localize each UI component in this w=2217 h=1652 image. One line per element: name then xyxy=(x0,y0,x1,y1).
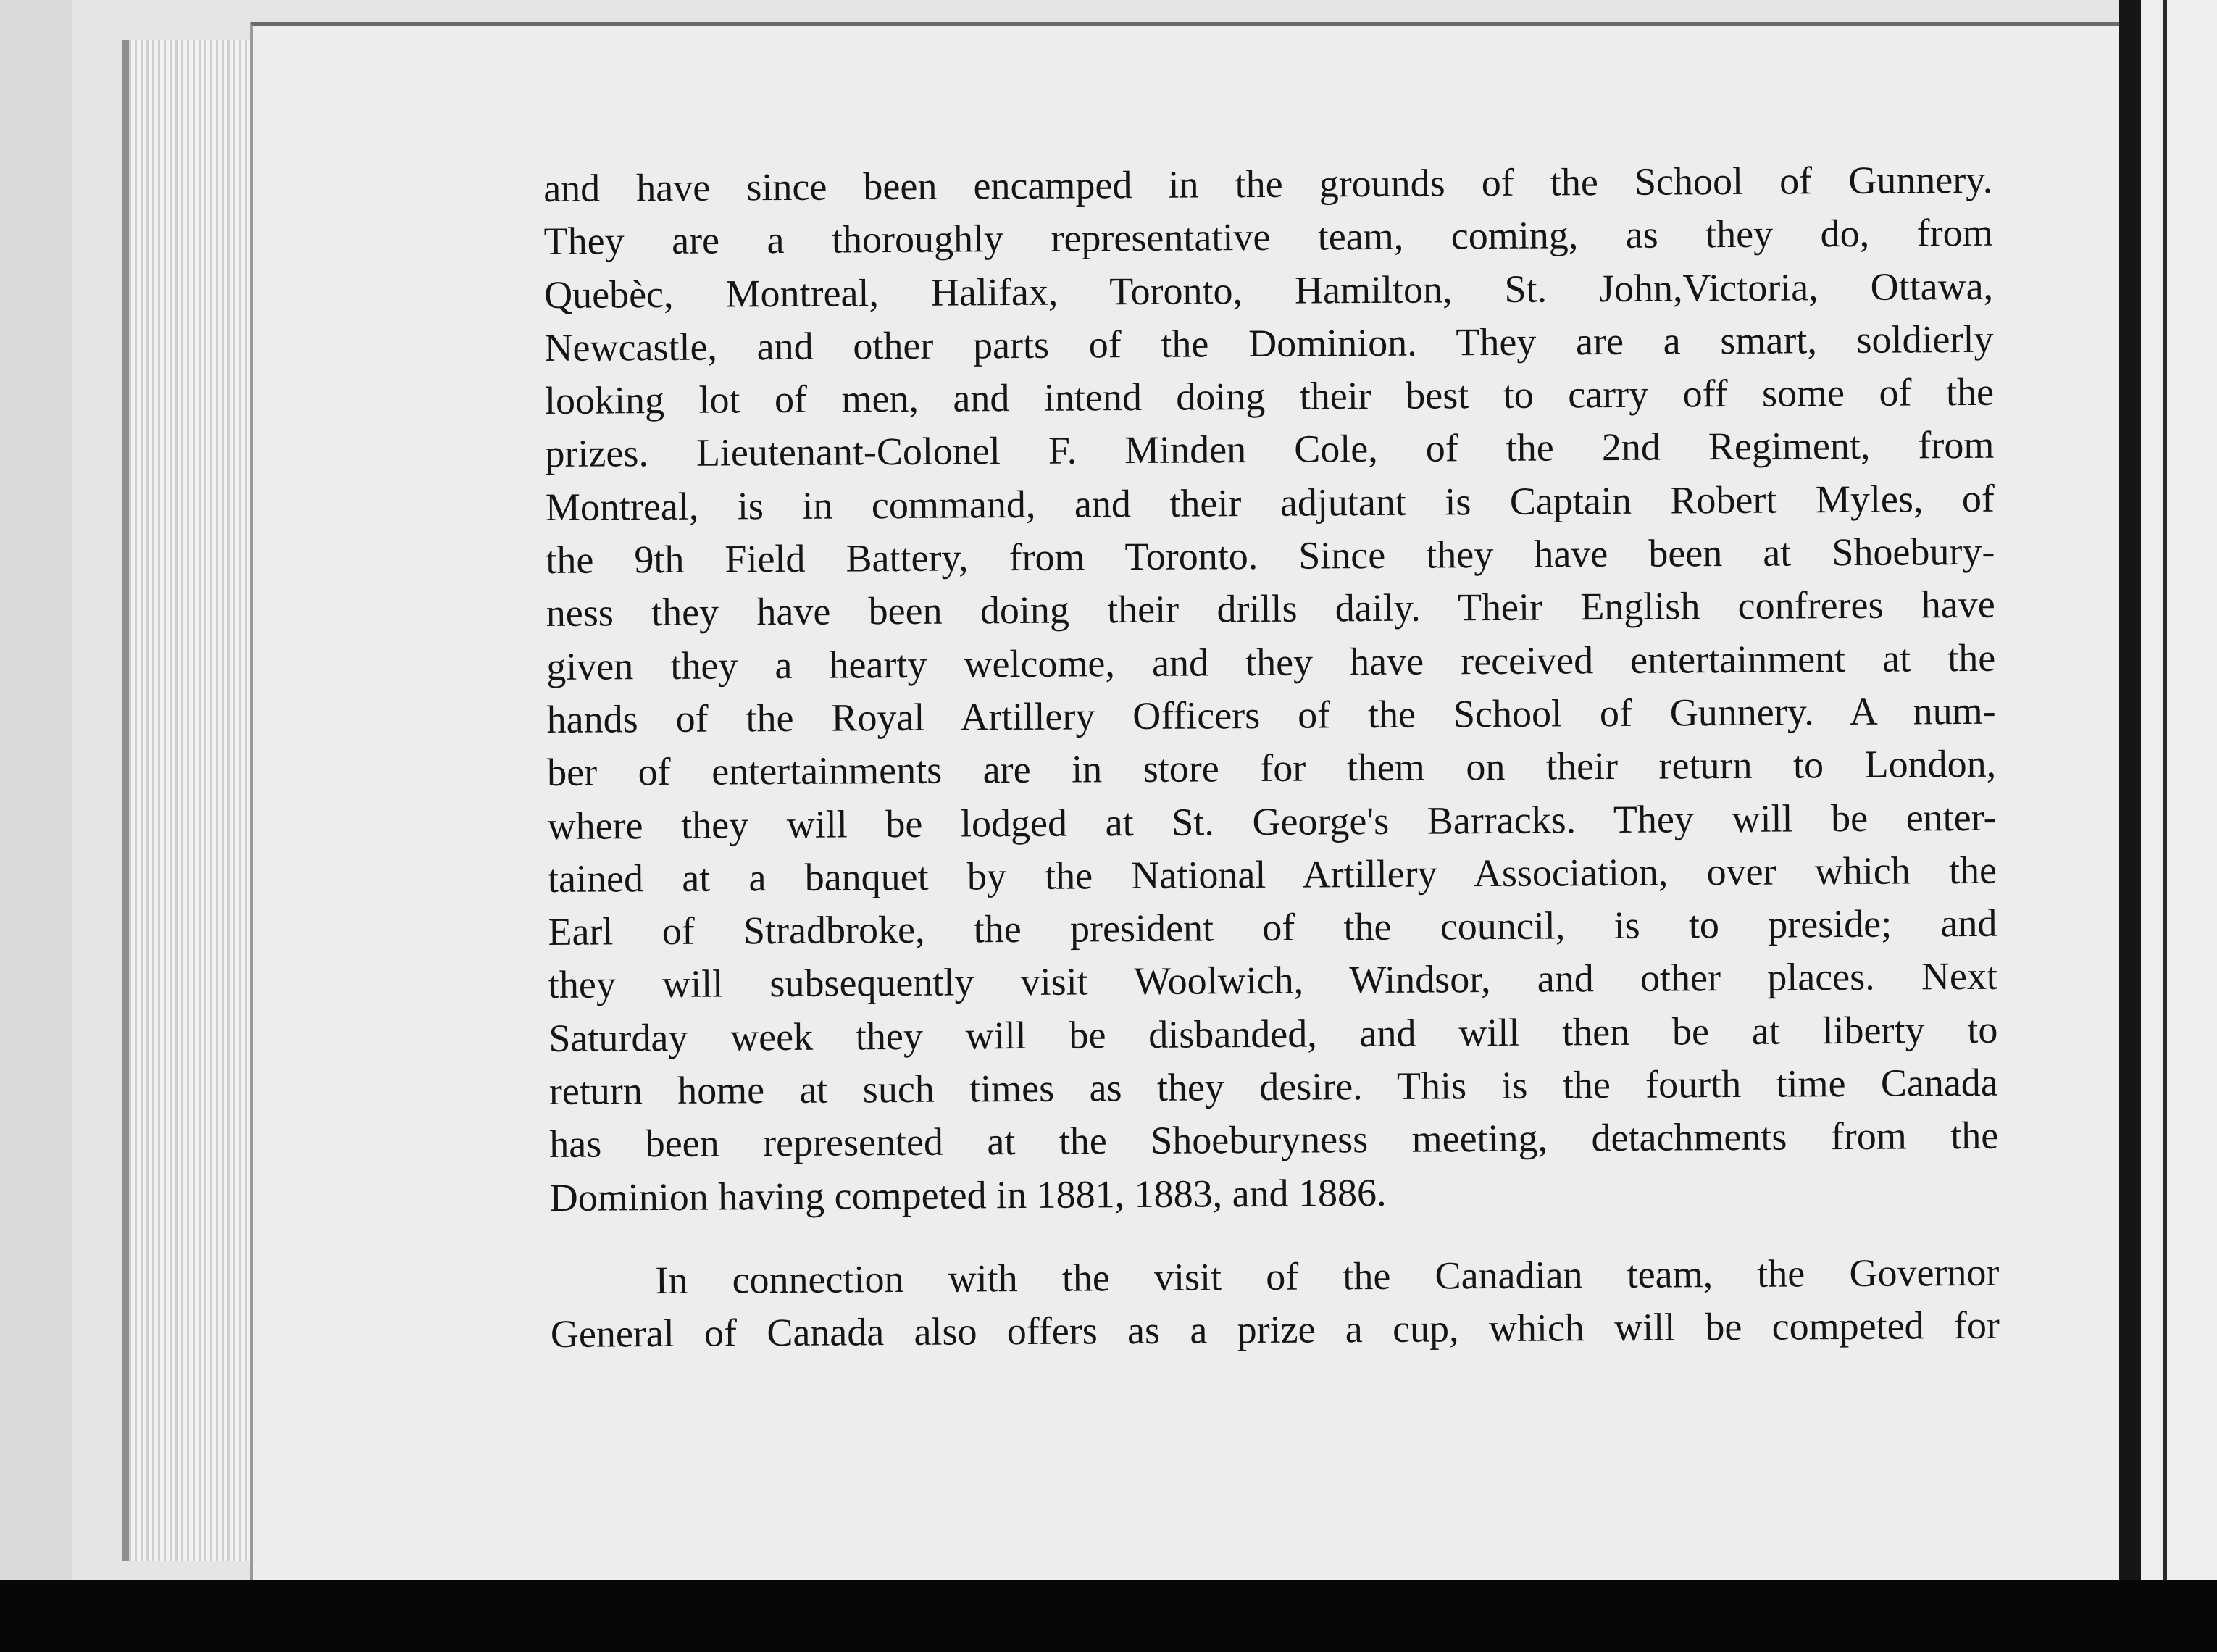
text-line: prizes. Lieutenant-Colonel F. Minden Cole, of the 2nd Regiment, from xyxy=(545,423,1995,476)
facing-page-edge xyxy=(2141,0,2217,1594)
text-line: hands of the Royal Artillery Officers of the School of Gunnery. A num- xyxy=(546,688,1996,741)
text-line: they will subsequently visit Woolwich, Windsor, and other places. Next xyxy=(548,954,1998,1007)
text-line: has been represented at the Shoeburyness meeting, detachments from the xyxy=(549,1114,1999,1167)
text-line: General of Canada also offers as a prize a cup, which will be competed for xyxy=(550,1303,2000,1356)
text-line: Newcastle, and other parts of the Dominion. They are a smart, soldierly xyxy=(544,317,1994,370)
text-line: ber of entertainments are in store for them on their return to London, xyxy=(546,742,1997,795)
left-scan-margin xyxy=(0,0,81,1580)
text-line: where they will be lodged at St. George's Barracks. They will be enter- xyxy=(547,795,1997,848)
text-line: the 9th Field Battery, from Toronto. Since they have been at Shoebury- xyxy=(546,529,1995,583)
page-stack-edge xyxy=(122,40,267,1561)
body-text xyxy=(543,154,2000,1361)
facing-page-border xyxy=(2163,0,2167,1594)
bottom-scan-border xyxy=(0,1580,2217,1652)
text-line: return home at such times as they desire. This is the fourth time Canada xyxy=(548,1060,1998,1114)
text-line: Montreal, is in command, and their adjutant is Captain Robert Myles, of xyxy=(545,476,1995,529)
text-line: and have since been encamped in the grounds of the School of Gunnery. xyxy=(543,157,1993,210)
text-line: looking lot of men, and intend doing their best to carry off some of the xyxy=(544,370,1995,423)
text-line: In connection with the visit of the Canadian team, the Governor xyxy=(655,1250,2000,1303)
text-line: Earl of Stradbroke, the president of the council, is to preside; and xyxy=(548,901,1997,954)
gutter-shadow xyxy=(2119,0,2141,1594)
text-line: They are a thoroughly representative team, coming, as they do, from xyxy=(543,211,1993,264)
text-line: Quebèc, Montreal, Halifax, Toronto, Hamilton, St. John,Victoria, Ottawa, xyxy=(543,264,1994,317)
text-line: ness they have been doing their drills daily. Their English confreres have xyxy=(546,583,1995,635)
text-line: Dominion having competed in 1881, 1883, and 1886. xyxy=(549,1170,1387,1219)
text-line: given they a hearty welcome, and they have received entertainment at the xyxy=(546,635,1996,688)
text-line: tained at a banquet by the National Artillery Association, over which the xyxy=(547,848,1997,901)
text-line: Saturday week they will be disbanded, and will then be at liberty to xyxy=(548,1007,1998,1060)
